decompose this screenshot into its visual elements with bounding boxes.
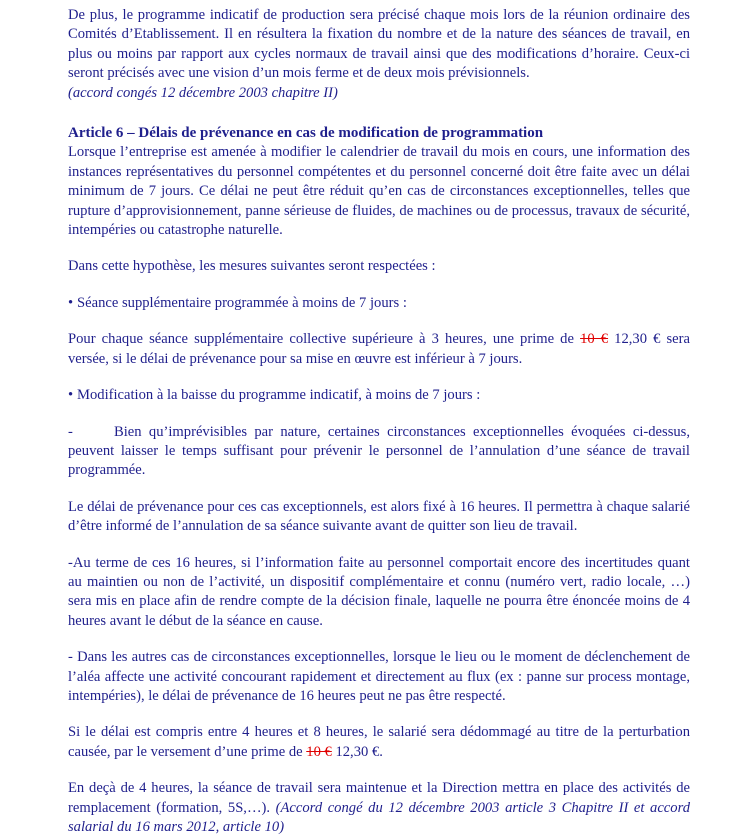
intro-text: De plus, le programme indicatif de production sera précisé chaque mois lors de la réunion ordinaire des Comités d’Etablissement. Il en résultera la fixation du nombre et de la nature des séances de travail, en plus ou moins par rapport aux cycles normaux de travail ainsi que des modifications d’horaire. Ceux-ci seront précisés avec une vision d’un mois ferme et de deux mois prévisionnels. — [68, 7, 690, 82]
bullet-icon: • — [68, 387, 74, 404]
article-title: Article 6 – Délais de prévenance en cas de modification de programmation — [68, 125, 544, 142]
article-paragraph-1: Lorsque l’entreprise est amenée à modifier le calendrier de travail du mois en cours, une information des instances représentatives du personnel compétentes et du personnel concerné doit être faite avec un délai minimum de 7 jours. Ce délai ne peut être réduit qu’en cas de circonstances exceptionnelles, telles que rupture d’approvisionnement, panne sérieuse de fluides, de machines ou de processus, travaux de sécurité, intempéries ou catastrophe naturelle. — [68, 144, 690, 239]
intro-reference: (accord congés 12 décembre 2003 chapitre II) — [68, 84, 338, 101]
bullet-item-1 — [68, 294, 690, 313]
article-paragraph-8 — [68, 723, 690, 762]
article-paragraph-4 — [68, 423, 690, 481]
paragraph-9-reference: (Accord congé du 12 décembre 2003 article 3 Chapitre II et accord salarial du 16 mars 2012, article 10) — [68, 799, 690, 835]
dash-marker: - — [68, 423, 73, 440]
paragraph-8-start: Si le délai est compris entre 4 heures et 8 heures, le salarié sera dédommagé au titre de la perturbation causée, par le versement d’une prime de — [68, 724, 690, 760]
struck-amount-1: 10 € — [580, 331, 609, 348]
paragraph-8-end: 12,30 €. — [331, 743, 383, 760]
article-paragraph-9 — [68, 779, 690, 837]
article-paragraph-5: Le délai de prévenance pour ces cas exceptionnels, est alors fixé à 16 heures. Il permettra à chaque salarié d’être informé de l’annulation de sa séance suivante avant de quitter son lieu de travail. — [68, 498, 690, 535]
bullet-2-text: Modification à la baisse du programme indicatif, à moins de 7 jours : — [77, 387, 481, 404]
bullet-icon: • — [68, 294, 74, 311]
paragraph-9-text: En deçà de 4 heures, la séance de travail sera maintenue et la Direction mettra en place des activités de remplacement (formation, 5S,…). — [68, 780, 690, 816]
bullet-1-text: Séance supplémentaire programmée à moins de 7 jours : — [77, 294, 407, 311]
paragraph-3-start: Pour chaque séance supplémentaire collective supérieure à 3 heures, une prime de — [68, 331, 581, 348]
article-paragraph-7: - Dans les autres cas de circonstances exceptionnelles, lorsque le lieu ou le moment de déclenchement de l’aléa affecte une activité concourant rapidement et directement au flux (ex : panne sur process montage, intempéries), le délai de prévenance de 16 heures peut ne pas être respecté. — [68, 649, 690, 704]
article-paragraph-3 — [68, 330, 690, 369]
intro-paragraph — [68, 6, 690, 103]
article-paragraph-6: -Au terme de ces 16 heures, si l’information faite au personnel comportait encore des incertitudes quant au maintien ou non de l’activité, un dispositif complémentaire et connu (numéro vert, radio locale, …) sera mis en place afin de rendre compte de la décision finale, laquelle ne pourra être énoncée moins de 4 heures avant le début de la séance en cause. — [68, 554, 690, 629]
paragraph-3-end: 12,30 € sera versée, si le délai de prévenance pour sa mise en œuvre est inférieur à 7 jours. — [68, 331, 690, 367]
paragraph-4-text: Bien qu’imprévisibles par nature, certaines circonstances exceptionnelles évoquées ci-dessus, peuvent laisser le temps suffisant pour prévenir le personnel de l’annulation d’une séance de travail programmée. — [68, 423, 690, 479]
article-paragraph-2: Dans cette hypothèse, les mesures suivantes seront respectées : — [68, 258, 436, 275]
struck-amount-2: 10 € — [306, 743, 332, 760]
bullet-item-2 — [68, 386, 690, 405]
